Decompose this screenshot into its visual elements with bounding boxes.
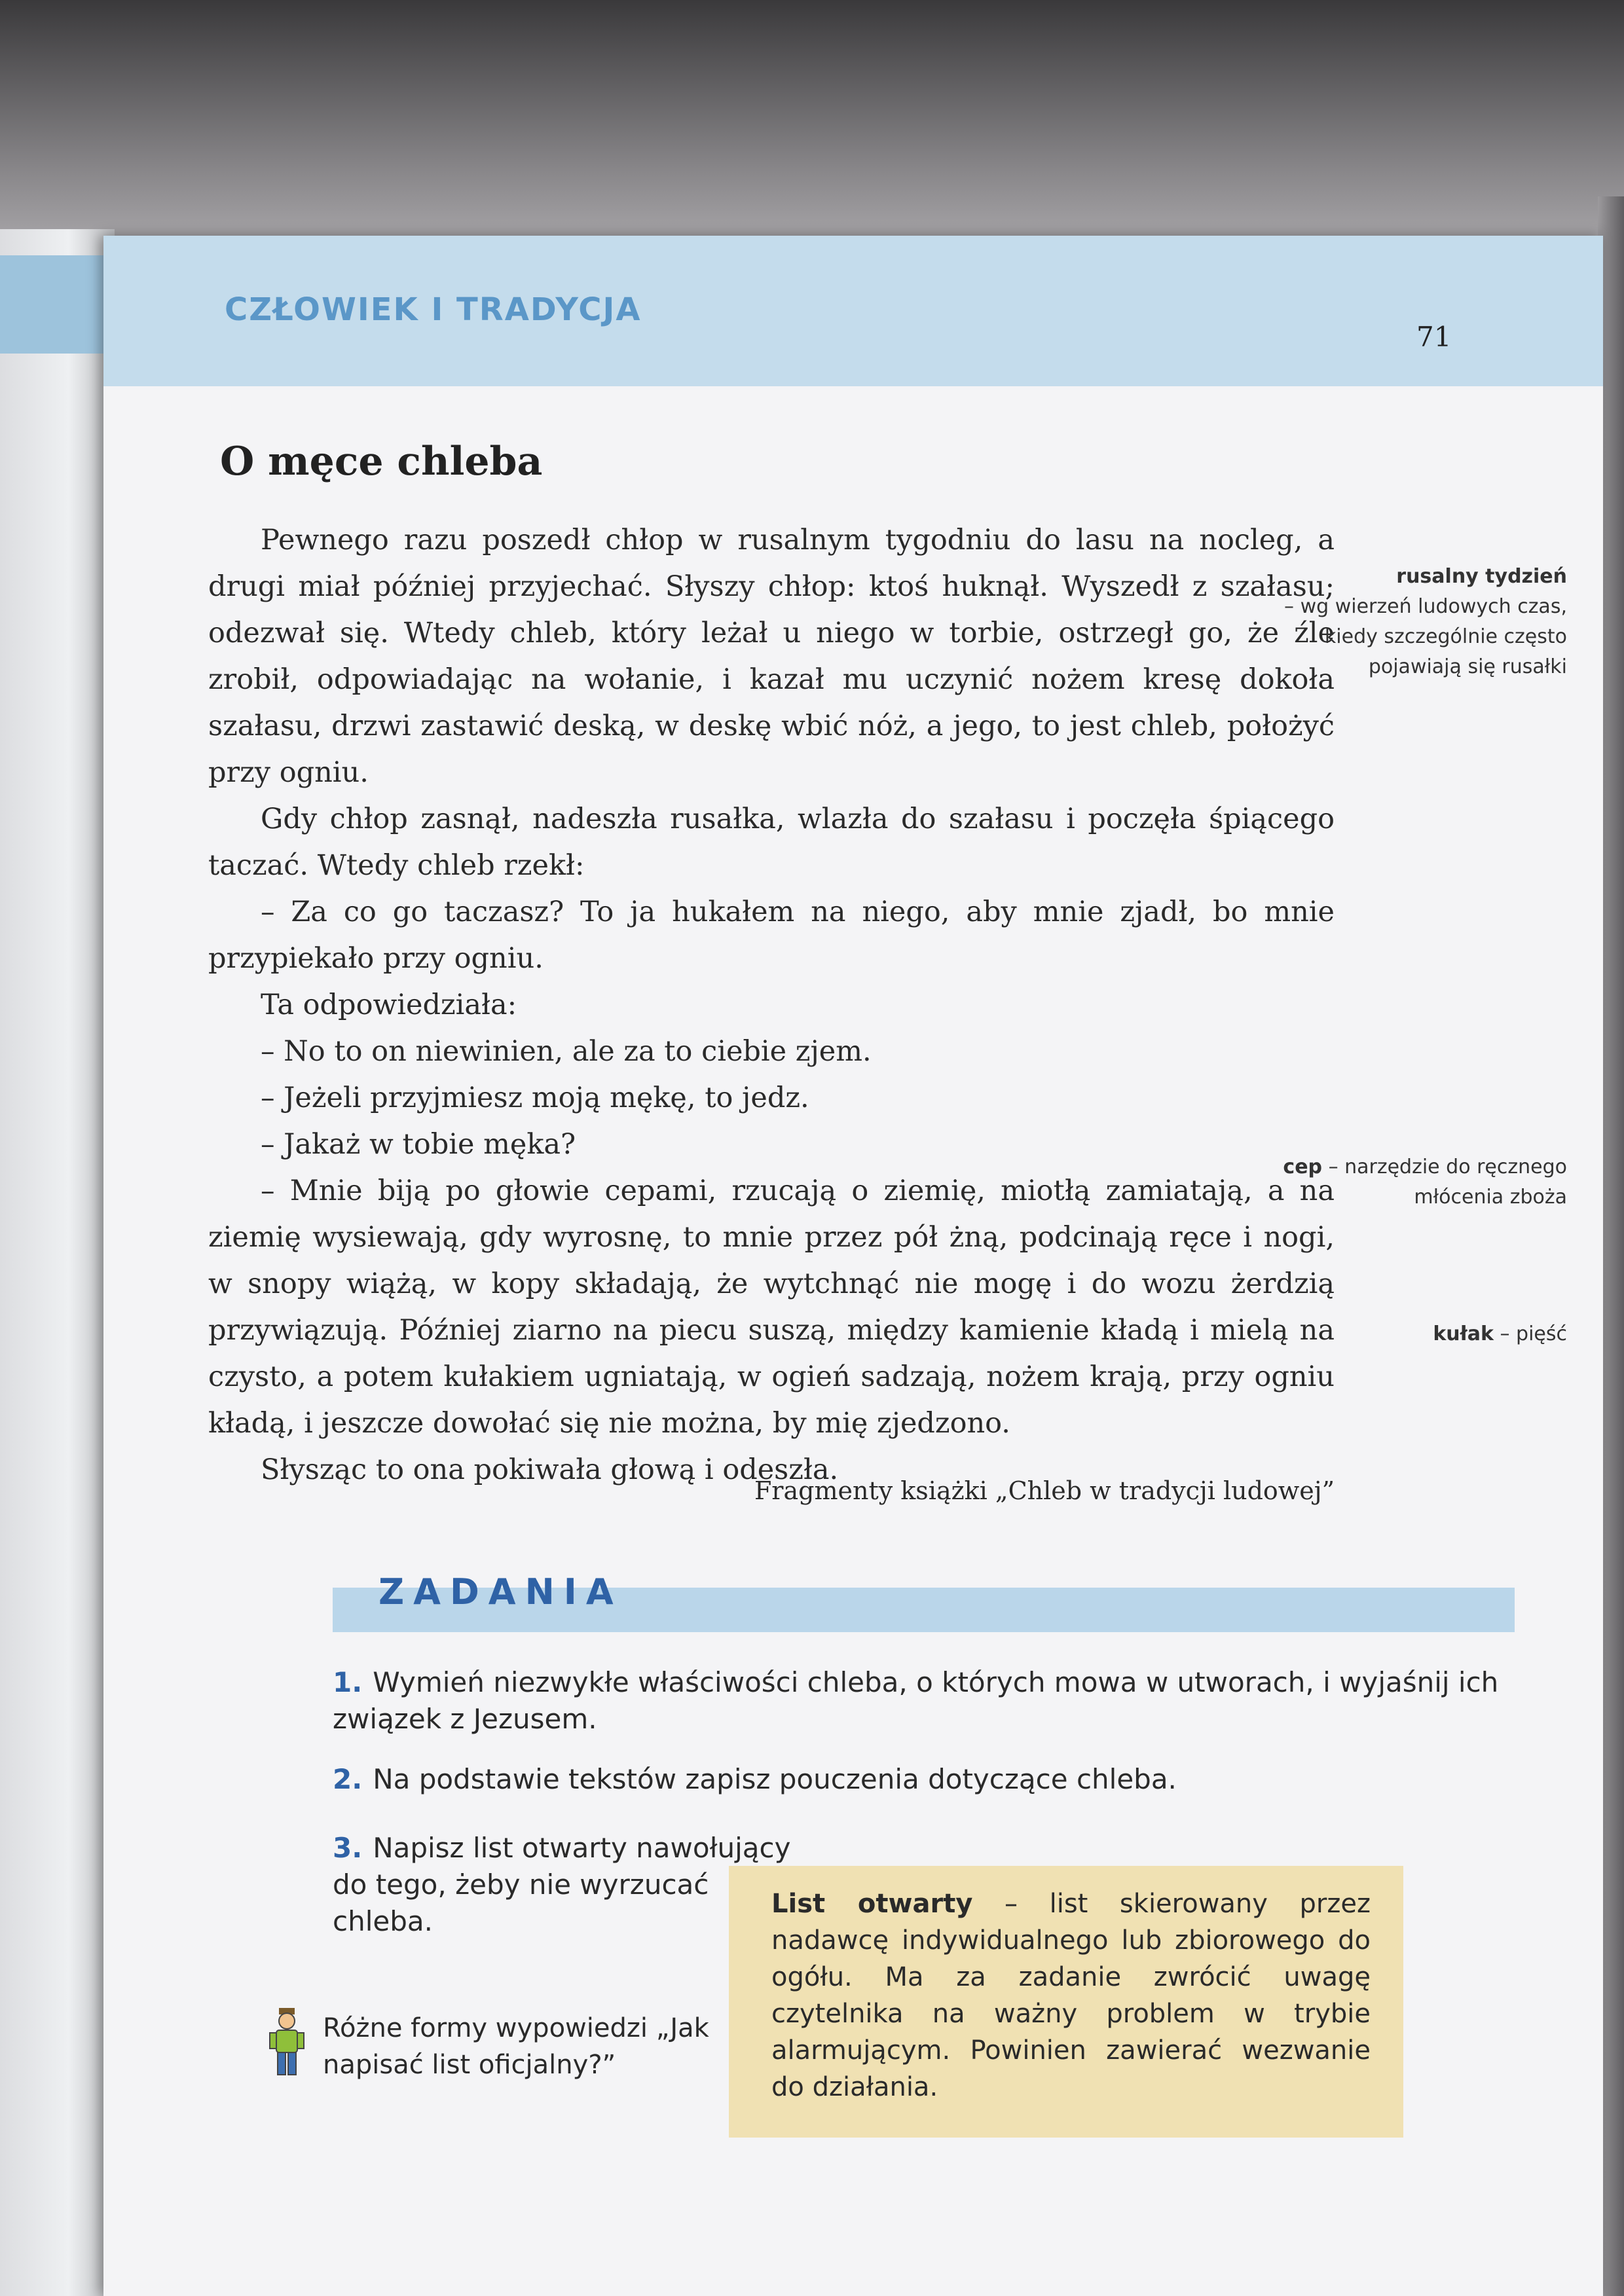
forms-reference-note: Różne formy wypowiedzi „Jak napisać list oficjalny?” [323, 2013, 709, 2080]
glossary-term: cep [1283, 1156, 1323, 1178]
story-paragraph: – Jakaż w tobie męka? [261, 1128, 576, 1161]
task-number: 3. [333, 1832, 363, 1864]
task-number: 1. [333, 1666, 363, 1698]
task-number: 2. [333, 1763, 363, 1795]
definition-term: List otwarty [771, 1889, 973, 1919]
story-title: O męce chleba [220, 439, 543, 484]
story-paragraph: Gdy chłop zasnął, nadeszła rusałka, wlazła do szałasu i poczęła śpiącego taczać. Wtedy chleb rzekł: [208, 803, 1335, 882]
story-paragraph: Ta odpowiedziała: [261, 989, 517, 1021]
task-text: Napisz list otwarty nawołujący do tego, żeby nie wyrzucać chleba. [333, 1832, 791, 1937]
glossary-term: kułak [1433, 1322, 1494, 1345]
glossary-note [1279, 1319, 1567, 1349]
child-figure-icon [267, 2007, 306, 2079]
glossary-definition: – wg wierzeń ludowych czas, kiedy szczególnie często pojawiają się rusałki [1284, 595, 1567, 678]
tasks-title: ZADANIA [378, 1571, 623, 1613]
task-text: Na podstawie tekstów zapisz pouczenia dotyczące chleba. [373, 1763, 1177, 1795]
previous-page-edge [0, 229, 115, 2296]
story-paragraph: – Za co go taczasz? To ja hukałem na niego, aby mnie zjadł, bo mnie przypiekało przy ogniu. [208, 896, 1335, 975]
glossary-definition: – pięść [1500, 1322, 1567, 1345]
section-title: CZŁOWIEK I TRADYCJA [225, 291, 642, 328]
previous-page-header-band [0, 255, 115, 354]
glossary-note [1279, 562, 1567, 682]
story-paragraph: – No to on niewinien, ale za to ciebie zjem. [261, 1035, 872, 1068]
glossary-definition: – narzędzie do ręcznego młócenia zboża [1328, 1156, 1567, 1209]
glossary-note [1279, 1152, 1567, 1212]
story-paragraph: Słysząc to ona pokiwała głową i odeszła. [261, 1453, 839, 1486]
book-page [103, 236, 1603, 2296]
page-number: 71 [1416, 321, 1452, 353]
task-item [333, 1761, 1446, 1798]
story-paragraph: – Jeżeli przyjmiesz moją mękę, to jedz. [261, 1082, 809, 1114]
task-item [333, 1830, 791, 1940]
story-paragraph: Pewnego razu poszedł chłop w rusalnym tygodniu do lasu na nocleg, a drugi miał później przyjechać. Słyszy chłop: ktoś huknął. Wyszedł z szałasu; odezwał się. Wtedy chleb, który leżał u niego w torbie, ostrzegł go, że źle zrobił, odpowiadając na wołanie, i kazał mu uczynić nożem kresę dokoła szałasu, drzwi zastawić deską, w deskę wbić nóż, a jego, to jest chleb, położyć przy ogniu. [208, 524, 1335, 789]
glossary-term: rusalny tydzień [1396, 565, 1567, 588]
task-text: Wymień niezwykłe właściwości chleba, o których mowa w utworach, i wyjaśnij ich związek z Jezusem. [333, 1666, 1499, 1735]
story-paragraph: – Mnie biją po głowie cepami, rzucają o ziemię, miotłą zamiatają, a na ziemię wysiewają, gdy wyrosnę, to mnie przez pół żną, podcinają ręce i nogi, w snopy wiążą, w kopy składają, że wytchnąć nie mogę i do wozu żerdzią przywiązują. Później ziarno na piecu suszą, między kamienie kładą i mielą na czysto, a potem kułakiem ugniatają, w ogień sadzają, nożem krają, przy ogniu kładą, i jeszcze dowołać się nie można, by mię zjedzono. [208, 1175, 1335, 1440]
definition-text: – list skierowany przez nadawcę indywidualnego lub zbiorowego do ogółu. Ma za zadanie zwrócić uwagę czytelnika na ważny problem w trybie alarmującym. Powinien zawierać wezwanie do działania. [771, 1889, 1371, 2102]
scan-background [0, 0, 1624, 249]
definition-box [729, 1866, 1403, 2138]
task-item [333, 1664, 1524, 1738]
story-text [208, 517, 1335, 1493]
source-citation: Fragmenty książki „Chleb w tradycji ludowej” [754, 1476, 1335, 1505]
